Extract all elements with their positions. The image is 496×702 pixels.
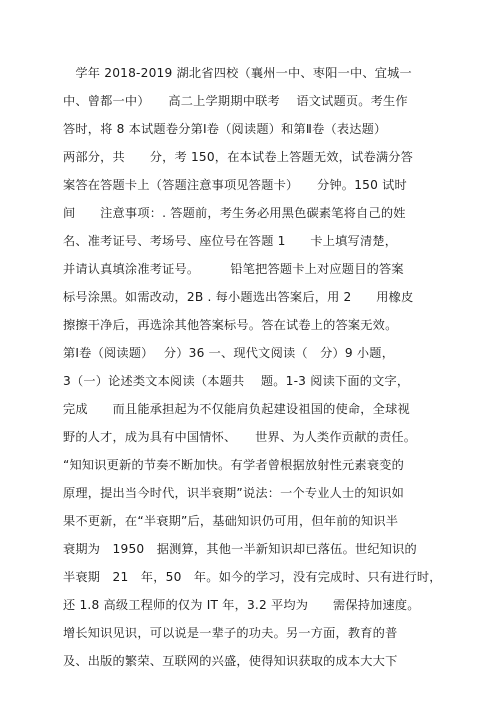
text-line: 衰期为 1950 据测算，其他一半新知识却已落伍。世纪知识的 (63, 542, 417, 556)
text-line: 中、曾都一中） 高二上学期期中联考 语文试题页。考生作 (63, 94, 408, 108)
text-line: 原理，提出当今时代，识半衰期”说法：一个专业人士的知识如 (63, 486, 404, 500)
text-line: 野的人才，成为具有中国情怀、 世界、为人类作贡献的责任。 (63, 430, 417, 444)
text-line: 学年 2018-2019 湖北省四校（襄州一中、枣阳一中、宜城一 (63, 66, 412, 80)
text-line: 第Ⅰ卷（阅读题） 分）36 一、现代文阅读（ 分）9 小题， (63, 346, 395, 360)
text-line: 半衰期 21 年，50 年。如今的学习，没有完成时、只有进行时， (63, 570, 442, 584)
text-line: 增长知识见识，可以说是一辈子的功夫。另一方面，教育的普 (63, 626, 398, 640)
text-line: “知知识更新的节奏不断加快。有学者曾根据放射性元素衰变的 (63, 458, 404, 472)
text-line: 答时，将 8 本试题卷分第Ⅰ卷（阅读题）和第Ⅱ卷（表达题） (63, 122, 387, 136)
text-line: 标号涂黑。如需改动，2B . 每小题选出答案后，用 2 用橡皮 (63, 290, 414, 304)
text-line: 名、准考证号、考场号、座位号在答题 1 卡上填写清楚， (63, 234, 398, 248)
text-line: 3（一）论述类文本阅读（本题共 题。1-3 阅读下面的文字， (63, 374, 410, 388)
text-line: 并请认真填涂准考证号。 铅笔把答题卡上对应题目的答案 (63, 262, 404, 276)
text-line: 擦擦干净后，再选涂其他答案标号。答在试卷上的答案无效。 (63, 318, 398, 332)
text-line: 间 注意事项：. 答题前，考生务必用黑色碳素笔将自己的姓 (63, 206, 406, 220)
text-line: 案答在答题卡上（答题注意事项见答题卡） 分钟。150 试时 (63, 178, 407, 192)
text-line: 两部分，共 分，考 150，在本试卷上答题无效，试卷满分答 (63, 150, 414, 164)
text-line: 及、出版的繁荣、互联网的兴盛，使得知识获取的成本大大下 (63, 654, 398, 668)
text-line: 完成 而且能承担起为不仅能肩负起建设祖国的使命，全球视 (63, 402, 410, 416)
text-line: 果不更新，在“半衰期”后，基础知识仍可用，但年前的知识半 (63, 514, 399, 528)
text-line: 还 1.8 高级工程师的仅为 IT 年，3.2 平均为 需保持加速度。 (63, 598, 420, 612)
